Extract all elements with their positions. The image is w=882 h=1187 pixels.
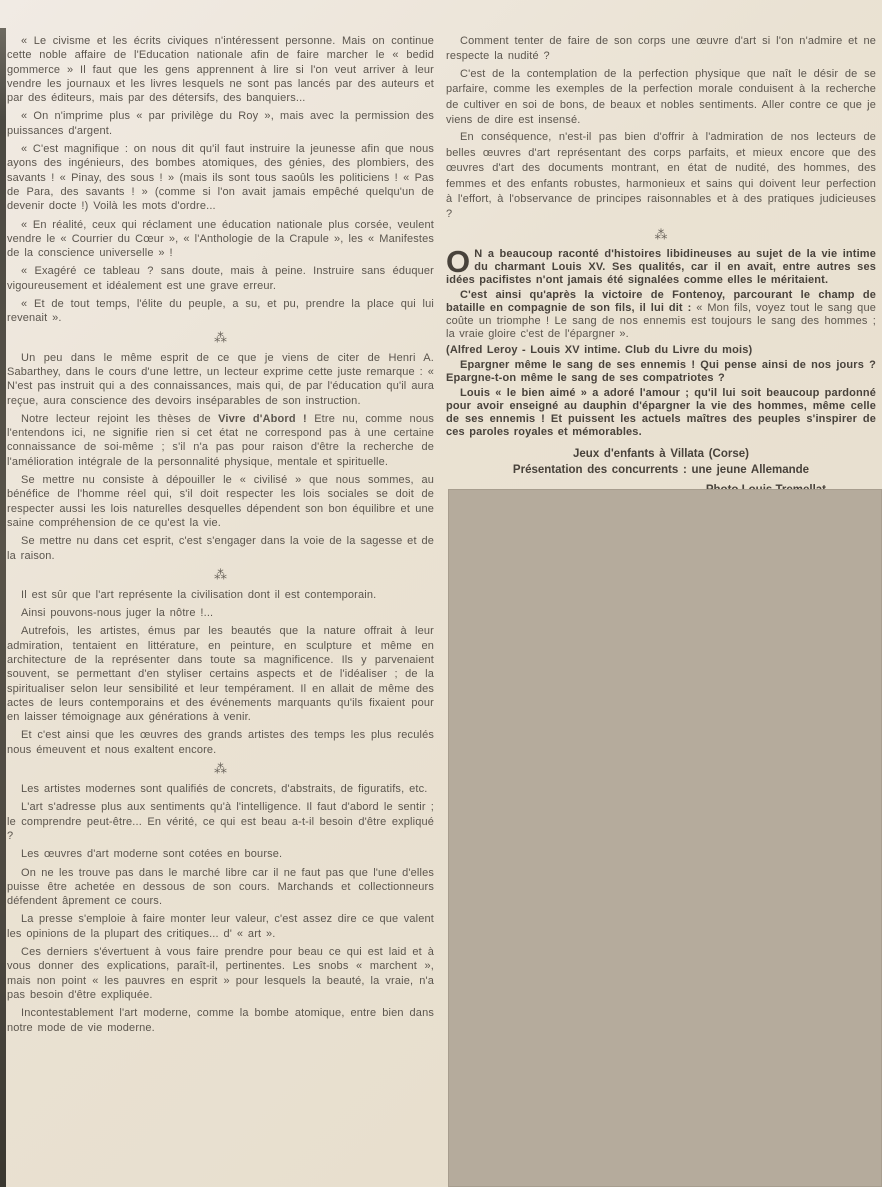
dropcap-paragraph <box>446 243 876 287</box>
paragraph: Incontestablement l'art moderne, comme la bombe atomique, entre bien dans notre mode de vie moderne. <box>7 1007 434 1034</box>
paragraph: L'art s'adresse plus aux sentiments qu'à l'intelligence. Il faut d'abord le sentir ; le comprendre peut-être... En vérité, ce qui est beau a-t-il besoin d'être expliqué ? <box>7 801 434 842</box>
fleuron-asterism: ⁂ <box>654 226 668 242</box>
paragraph: On ne les trouve pas dans le marché libre car il ne faut pas que l'une d'elles puisse être achetée en dessous de son cours. Marchands et collectionneurs défendent âprement ce cours. <box>7 866 434 908</box>
right-section-2 <box>446 359 876 440</box>
source-line: (Alfred Leroy - Louis XV intime. Club du Livre du mois) <box>446 343 753 356</box>
scan-edge-strip <box>0 28 6 1187</box>
paragraph-text: Notre lecteur rejoint les thèses de <box>21 412 219 425</box>
fleuron-asterism: ⁂ <box>214 329 227 345</box>
paragraph: « C'est magnifique : on nous dit qu'il faut instruire la jeunesse afin que nous ayons des ingénieurs, des bombes atomiques, des génies, des plombiers, des savants ! « Pinay, des sous ! » (mais ils sont tous saoûls les politiciens ! « Pas de Para, des savants ! » (comme si l'on avait jamais empêché quelqu'un de devenir docte !) Voilà les mots d'ordre... <box>7 143 434 213</box>
left-section-3 <box>7 588 434 757</box>
paragraph: « En réalité, ceux qui réclament une éducation nationale plus corsée, veulent vendre le « Courrier du Cœur », « l'Anthologie de la Crapule », les « Manifestes de la conscience universelle » ! <box>7 218 434 260</box>
paragraph: C'est de la contemplation de la perfection physique que naît le désir de se parfaire, comme les exemples de la perfection morale conduisent à la recherche de cultiver en soi de bons, de beaux et nobles sentiments. Aller contre ce que je viens de dire est insensé. <box>446 67 876 127</box>
paragraph: Ces derniers s'évertuent à vous faire prendre pour beau ce qui est laid et à vous donner des explications, paraît-il, pertinentes. Les snobs « marchent », mais non point « les pauvres en esprit » pour lesquels la beauté, la vraie, n'a pas besoin d'être expliquée. <box>7 946 434 1001</box>
paragraph: Comment tenter de faire de son corps une œuvre d'art si l'on n'admire et ne respecte la nudité ? <box>446 35 876 63</box>
paragraph-text: N a beaucoup raconté d'histoires libidineuses au sujet de la vie intime du charmant Louis XV. Ses qualités, car il en avait, entre autres ses idées pacifistes n'ont jamais été signalées comme elles le méritaient. <box>446 247 876 287</box>
caption-line-1: Jeux d'enfants à Villata (Corse) <box>573 448 749 461</box>
paragraph: Autrefois, les artistes, émus par les beautés que la nature offrait à leur admiration, tentaient en littérature, en peinture, en sculpture et même en architecture de la représenter dans toute sa magnificence. Ils y parvenaient souvent, se permettant d'en styliser certains aspects et de l'idéaliser ; de la spiritualiser selon leur sensibilité et leur tempérament. Il en allait de même des actes de leurs contemporains et des événements marquants qu'ils fixaient pour en laisser témoignage aux générations à venir. <box>7 625 434 724</box>
right-column <box>446 34 876 496</box>
paragraph: « Et de tout temps, l'élite du peuple, a su, et pu, prendre la place qui lui revenait ». <box>7 298 434 325</box>
paragraph-fontenoy <box>446 289 876 341</box>
left-section-2 <box>7 351 434 408</box>
paragraph-text: Etre nu, comme nous l'entendons ici, ne signifie rien si cet état ne correspond pas à une certaine connaissance de soi-même ; s'il n'a pas pour raison d'être la recherche de l'amélioration intégrale de la personnalité physique, mentale et spirituelle. <box>7 412 434 468</box>
paragraph: Se mettre nu dans cet esprit, c'est s'engager dans la voie de la sagesse et de la raison. <box>7 535 434 562</box>
photo-placeholder <box>448 489 882 1187</box>
left-column <box>7 34 434 1039</box>
paragraph: Louis « le bien aimé » a adoré l'amour ; qu'il lui soit beaucoup pardonné pour avoir enseigné au dauphin d'épargner la vie des hommes, même celle de ses ennemis ! Et puissent les actuels maîtres des peuples s'inspirer de ces paroles royales et mémorables. <box>446 386 876 439</box>
paragraph: Un peu dans le même esprit de ce que je viens de citer de Henri A. Sabarthey, dans le cours d'une lettre, un lecteur exprime cette juste remarque : « N'est pas instruit qui a des connaissances, mais qui, de par l'éducation qu'il aura reçue, aura conscience des devoirs inséparables de son instruction. <box>7 351 434 407</box>
quotation-text: « Mon fils, voyez tout le sang que coûte un triomphe ! Le sang de nos ennemis est toujours le sang des hommes ; la vraie gloire c'est de l'épargner ». <box>446 302 876 341</box>
fleuron-asterism: ⁂ <box>214 761 227 777</box>
left-section-2b <box>7 473 434 563</box>
paragraph: Ainsi pouvons-nous juger la nôtre !... <box>21 607 214 620</box>
bold-phrase: Vivre d'Abord ! <box>218 412 307 425</box>
left-section-1 <box>7 34 434 326</box>
caption-line-2: Présentation des concurrents : une jeune Allemande <box>512 463 810 476</box>
paragraph: « Le civisme et les écrits civiques n'intéressent personne. Mais on continue cette noble affaire de l'Education nationale afin de faire marcher le « bedid gommerce » Il faut que les gens apprennent à lire si l'on veut arriver à leur vendre les journaux et les livres lesquels ne sont pas lancés par des auteurs et par des éditeurs, mais par des détersifs, des banquiers... <box>7 35 434 105</box>
left-section-4 <box>7 782 434 1035</box>
paragraph: « On n'imprime plus « par privilège du Roy », mais avec la permission des puissances d'argent. <box>7 110 434 137</box>
dropcap-initial: O <box>446 243 471 279</box>
paragraph: Epargner même le sang de ses ennemis ! Qui pense ainsi de nos jours ? Epargne-t-on même le sang de ses compatriotes ? <box>446 358 876 384</box>
paragraph-vivre-dabord <box>7 412 434 469</box>
paragraph-lead: C'est ainsi qu'après la victoire de Fontenoy, parcourant le champ de bataille en compagnie de son fils, il lui dit : <box>446 289 876 315</box>
paragraph: Les œuvres d'art moderne sont cotées en bourse. <box>21 848 283 861</box>
paragraph: La presse s'emploie à faire monter leur valeur, c'est assez dire ce que valent les opinions de la plupart des critiques... d' « art ». <box>7 913 434 940</box>
paragraph: « Exagéré ce tableau ? sans doute, mais à peine. Instruire sans éduquer vigoureusement et idéalement est une grave erreur. <box>7 265 434 292</box>
paragraph: Et c'est ainsi que les œuvres des grands artistes des temps les plus reculés nous émeuvent et nous exaltent encore. <box>7 729 434 756</box>
louis-xv-section <box>446 243 876 439</box>
paragraph: Se mettre nu consiste à dépouiller le « civilisé » que nous sommes, au bénéfice de l'homme réel qui, s'il doit respecter les lois sociales se doit de respecter aussi les lois naturelles desquelles dépendent son bon équilibre et une saine compréhension de ce qu'est la vie. <box>7 474 434 529</box>
paragraph: En conséquence, n'est-il pas bien d'offrir à l'admiration de nos lecteurs de belles œuvres d'art représentant des corps parfaits, et mieux encore que des œuvres d'art des documents montrant, en état de nudité, des hommes, des femmes et des enfants robustes, harmonieux et sains qui doivent leur perfection à l'effort, à l'observance de principes raisonnables et à des pratiques judicieuses ? <box>446 131 876 221</box>
paragraph: Il est sûr que l'art représente la civilisation dont il est contemporain. <box>21 588 377 601</box>
fleuron-asterism: ⁂ <box>214 566 227 582</box>
right-section-1 <box>446 34 876 223</box>
paragraph: Les artistes modernes sont qualifiés de concrets, d'abstraits, de figuratifs, etc. <box>21 783 428 796</box>
